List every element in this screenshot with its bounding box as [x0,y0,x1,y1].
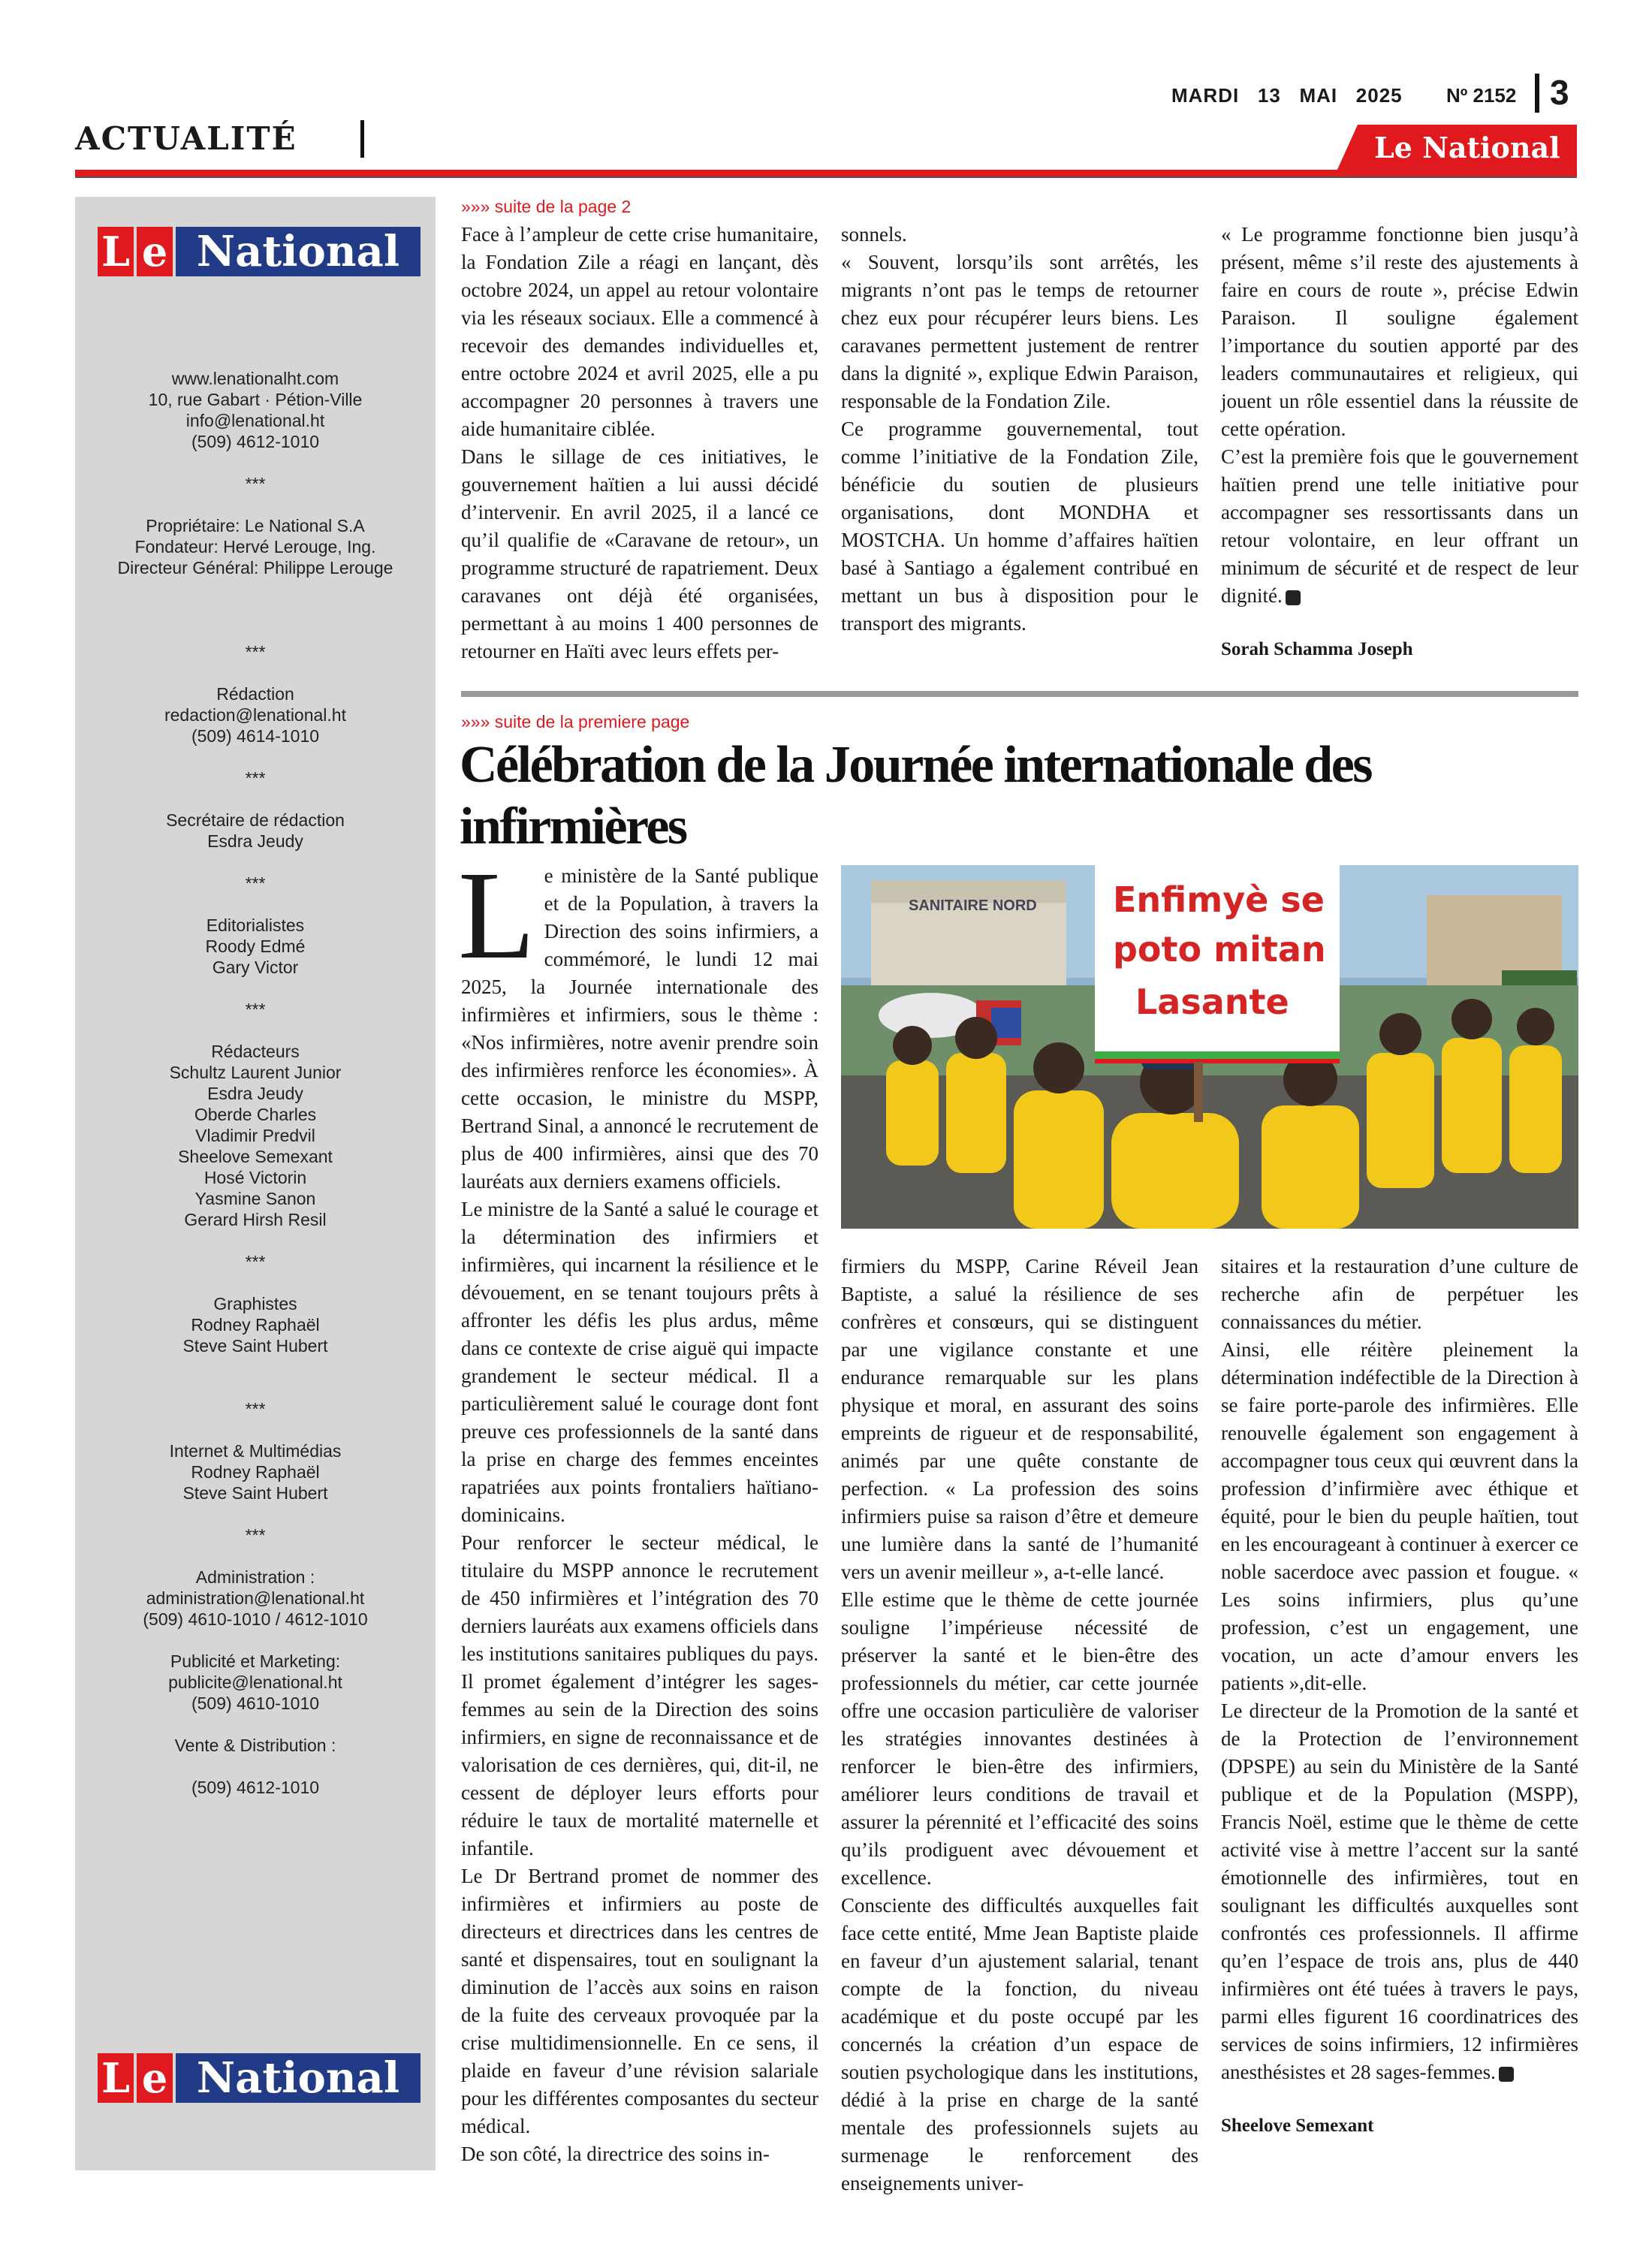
paragraph [1221,1697,1578,2086]
credit-line: (509) 4614-1010 [191,726,320,746]
paragraph: Dans le sillage de ces initiatives, le gouvernement haïtien a lui aussi décidé d’intervenir. En avril 2025, il a lancé ce qu’il qualifie de «Caravane de retour», un programme structuré de rapatriement. Deux caravanes ont déjà été organisées, permettant à au moins 1 400 personnes de retourner en Haïti avec leurs effets per- [461,445,818,662]
paragraph: Consciente des difficultés auxquelles fait face cette entité, Mme Jean Baptiste plaide en faveur d’un ajustement salarial, tenant compte de la fonction, du niveau académique et du poste occupé par les concernés la création d’un espace de soutien psychologique dans les institutions, dédié à la prise en charge de la santé mentale des professionnels sujets au surmenage le renforcement des enseignements univer- [841,1894,1198,2194]
paragraph: Ainsi, elle réitère pleinement la détermination indéfectible de la Direction à se faire porte-parole des infirmières. Elle renouvelle également son engagement à accompagner tous ceux qui œuvrent dans la profession d’infirmière avec éthique et équité, pour le bien du peuple haïtien, tout en les encourageant à continuer à exercer ce noble sacerdoce avec passion et fougue. « Les soins infirmiers, plus qu’une profession, c’est un engagement, une vocation, un acte d’amour envers les patients »,dit-elle. [1221,1338,1578,1694]
credit-line: Rédacteurs [211,1042,300,1061]
credit-line [83,620,428,641]
credit-line [83,1546,428,1567]
credit-line: Schultz Laurent Junior [169,1063,342,1082]
credit-line [83,1020,428,1041]
credit-line: Fondateur: Hervé Lerouge, Ing. [134,537,376,556]
headline: Célébration de la Journée internationale des infirmières [460,736,1372,855]
credit-line [83,1714,428,1735]
credit-line [83,662,428,683]
credit-line: Hosé Victorin [203,1168,307,1187]
credit-line: Oberde Charles [194,1105,317,1124]
credit-line: Directeur Général: Philippe Lerouge [117,558,393,578]
article-photo [841,865,1578,1229]
credit-line: (509) 4612-1010 [191,1778,320,1797]
paragraph [1221,443,1578,610]
credit-line: Steve Saint Hubert [182,1336,328,1356]
credit-line: publicite@lenational.ht [168,1672,342,1692]
paragraph: Face à l’ampleur de cette crise humanitaire, la Fondation Zile a réagi en lançant, dès octobre 2024, un appel au retour volontaire via les réseaux sociaux. Elle a commencé à recevoir des demandes individuelles et, entre octobre 2024 et avril 2025, elle a pu accompagner 20 personnes à travers une aide humanitaire ciblée. [461,223,818,440]
separator: *** [245,1252,266,1271]
credit-line: Gerard Hirsh Resil [184,1210,327,1229]
placard-line-2: poto mitan [1113,929,1326,970]
paragraph: sitaires et la restauration d’une culture de recherche afin de perpétuer les connaissances du métier. [1221,1255,1578,1333]
logo-top [98,224,422,279]
paragraph-text: e ministère de la Santé publique et de la Population, à travers la Direction des soins infirmiers, a commémoré, le lundi 12 mai 2025, la Journée internationale des infirmières et infirmiers, sous le thème : «Nos infirmières, notre avenir prendre soin des infirmières renforce les économies». À cette occasion, le ministre du MSPP, Bertrand Sinal, a annoncé le recrutement de plus de 400 infirmières, ainsi que des 70 lauréats aux derniers examens officiels. [461,864,818,1193]
credit-line: Yasmine Sanon [194,1189,316,1208]
issue-date: MARDI 13 MAI 2025 [1171,84,1403,107]
credit-line: Sheelove Semexant [178,1147,333,1166]
separator: *** [245,642,266,662]
placard-line-1: Enfimyè se [1113,879,1325,920]
main-article-column-1 [458,846,818,2168]
header-rule [75,170,1577,176]
credit-line [83,1377,428,1398]
credit-line: Propriétaire: Le National S.A [146,516,365,535]
credit-line [83,978,428,999]
credit-line [83,578,428,599]
end-mark-icon [1286,590,1301,605]
separator: *** [245,1000,266,1019]
page-number: 3 [1550,73,1569,112]
continuation-link-main[interactable]: »»» suite de la premiere page [461,712,690,731]
logo-bottom [98,2050,422,2106]
credit-line: (509) 4610-1010 [191,1694,320,1713]
credit-line: Rédaction [216,684,294,704]
page-number-divider [1535,74,1539,113]
credit-line [83,1272,428,1293]
paragraph: firmiers du MSPP, Carine Réveil Jean Baptiste, a salué la résilience de ses confrères et consœurs, qui se distinguent par une vigilance constante et une endurance remarquable sur les plans physique et moral, en assurant des soins empreints de rigueur et de responsabilité, animés par une quête constante de perfection. « La profession des soins infirmiers puise sa raison d’être et demeure une lumière dans la santé de l’humanité vers un avenir meilleur », a-t-elle lancé. [841,1255,1198,1583]
logo-letter-l: L [98,2053,134,2103]
top-article-column-2 [841,221,1198,638]
paragraph: « Souvent, lorsqu’ils sont arrêtés, les migrants n’ont pas le temps de retourner chez eux pour récupérer leurs biens. Les caravanes permettent justement de rentrer dans la dignité », explique Edwin Paraison, responsable de la Fondation Zile. [841,251,1198,412]
credit-line [83,494,428,515]
credit-line [83,1419,428,1440]
credit-line: Graphistes [213,1294,297,1313]
credit-line [83,1356,428,1377]
paragraph: « Le programme fonctionne bien jusqu’à présent, même s’il reste des ajustements à faire en cours de route », précise Edwin Paraison. Il souligne également l’importance du soutien apporté par des leaders communautaires et religieux, qui jouent un rôle essentiel dans la réussite de cette opération. [1221,223,1578,440]
paragraph: De son côté, la directrice des soins in- [461,2143,770,2165]
separator: *** [245,474,266,493]
building-sign: SANITAIRE NORD [909,897,1037,914]
paragraph [458,846,818,1196]
byline: Sorah Schamma Joseph [1221,639,1413,659]
separator: *** [245,1399,266,1419]
logo-letter-e: e [137,2053,173,2103]
credit-line: (509) 4612-1010 [191,432,320,451]
paragraph: Pour renforcer le secteur médical, le titulaire du MSPP annonce le recrutement de 450 infirmières et l’intégration des 70 derniers lauréats aux examens officiels dans les institutions sanitaires publiques du pays. Il promet également d’intégrer les sages-femmes au sein de la Direction des soins infirmiers, en signe de reconnaissance et de valorisation de ces dernières, qui, dit-il, ne cessent de déployer leurs efforts pour réduire le taux de mortalité maternelle et infantile. [461,1531,818,1859]
credit-line: Esdra Jeudy [207,831,303,851]
credit-line: info@lenational.ht [185,411,325,430]
credit-line [83,452,428,473]
top-article-column-3 [1221,221,1578,663]
drop-cap: L [458,846,535,985]
nurses-march-photo [841,865,1578,1229]
logo-national: National [176,2053,421,2103]
continuation-link-top[interactable]: »»» suite de la page 2 [461,197,632,216]
credit-line: Internet & Multimédias [169,1441,342,1461]
credit-line: Secrétaire de rédaction [166,810,345,830]
section-divider [360,120,364,158]
credit-line: Esdra Jeudy [207,1084,303,1103]
main-article-column-2 [841,1253,1198,2197]
issue-number: Nº 2152 [1446,84,1517,107]
logo-national: National [176,227,421,276]
main-article-column-3 [1221,1253,1578,2140]
credit-line: Roody Edmé [205,936,306,956]
credit-line: Administration : [195,1567,315,1587]
credit-line: administration@lenational.ht [146,1588,365,1608]
separator: *** [245,1525,266,1545]
paragraph: Elle estime que le thème de cette journée souligne l’impérieuse nécessité de préserver la santé et le bien-être des professionnels du métier, car cette journée offre une occasion particulière de valoriser les stratégies innovantes destinées à renforcer le bien-être des infirmiers, améliorer leurs conditions de travail et assurer la pérennité et l’efficacité des soins qu’ils prodiguent avec dévouement et excellence. [841,1588,1198,1889]
credit-line [83,1756,428,1777]
credit-line: Steve Saint Hubert [182,1483,328,1503]
credit-line [83,746,428,768]
logo-letter-l: L [98,227,134,276]
credit-line: Vladimir Predvil [195,1126,315,1145]
separator: *** [245,768,266,788]
section-title: ACTUALITÉ [75,120,297,157]
credit-line [83,894,428,915]
header-rule-thin [75,176,1577,178]
credit-line: 10, rue Gabart · Pétion-Ville [148,390,363,409]
article-divider [461,691,1578,697]
paragraph: Le ministre de la Santé a salué le courage et la détermination des infirmiers et infirmières, qui incarnent la résilience et le dévouement, en se tenant toujours prêts à affronter les défis les plus ardus, même dans ce contexte de crise aiguë qui impacte grandement le secteur médical. Il a particulièrement salué le courage dont font preuve ces professionnels de la santé dans la prise en charge des femmes enceintes rapatriées aux points frontaliers haïtiano-dominicains. [461,1198,818,1526]
top-article-column-1 [461,221,818,665]
brand-banner-label: Le National [1374,131,1560,164]
separator: *** [245,873,266,893]
paragraph: Le Dr Bertrand promet de nommer des infirmières et infirmiers au poste de directeurs et directrices dans les centres de santé et dispensaires, tout en soulignant la diminution de l’accès aux soins en raison de la fuite des cerveaux provoquée par la crise multidimensionnelle. En ce sens, il plaide en faveur d’une révision salariale pour les différentes composantes du secteur médical. [461,1865,818,2137]
paragraph: sonnels. [841,223,907,246]
credit-line: Publicité et Marketing: [170,1651,341,1671]
credit-line: Gary Victor [212,958,299,977]
credit-line [83,852,428,873]
credit-line [83,1630,428,1651]
paragraph-text: C’est la première fois que le gouvernement haïtien prend une telle initiative pour accompagner ses ressortissants dans un retour volontaire, en leur offrant un minimum de sécurité et de respect de leur dignité. [1221,445,1578,607]
end-mark-icon [1499,2067,1514,2082]
logo-letter-e: e [137,227,173,276]
credit-line: Rodney Raphaël [191,1462,320,1482]
credit-line: www.lenationalht.com [171,369,339,388]
credit-line: Editorialistes [206,915,305,935]
credit-line [83,1230,428,1251]
credit-line [83,599,428,620]
credit-line: Rodney Raphaël [191,1315,320,1335]
credit-line: Vente & Distribution : [174,1736,336,1755]
masthead-credits [83,368,428,1798]
credit-line [83,1504,428,1525]
placard-line-3: Lasante [1135,982,1289,1022]
byline: Sheelove Semexant [1221,2116,1374,2136]
paragraph-text: Le directeur de la Promotion de la santé et de la Protection de l’environnement (DPSPE) au sein du Ministère de la Santé publique et de la Population (MSPP), Francis Noël, estime que le thème de cette activité vise à mettre l’accent sur la santé émotionnelle des infirmières, tout en soulignant les difficultés auxquelles sont confrontés ces professionnels. Il affirme qu’en l’espace de trois ans, plus de 440 infirmières ont été tuées à travers le pays, parmi elles figurent 16 coordinatrices des services de soins infirmiers, 12 infirmières anesthésistes et 28 sages-femmes. [1221,1700,1578,2083]
credit-line: (509) 4610-1010 / 4612-1010 [143,1609,368,1629]
paragraph: Ce programme gouvernemental, tout comme l’initiative de la Fondation Zile, bénéficie du soutien de plusieurs organisations, dont MONDHA et MOSTCHA. Un homme d’affaires haïtien basé à Santiago a également contribué en mettant un bus à disposition pour le transport des migrants. [841,418,1198,635]
credit-line: redaction@lenational.ht [164,705,346,725]
credit-line [83,789,428,810]
